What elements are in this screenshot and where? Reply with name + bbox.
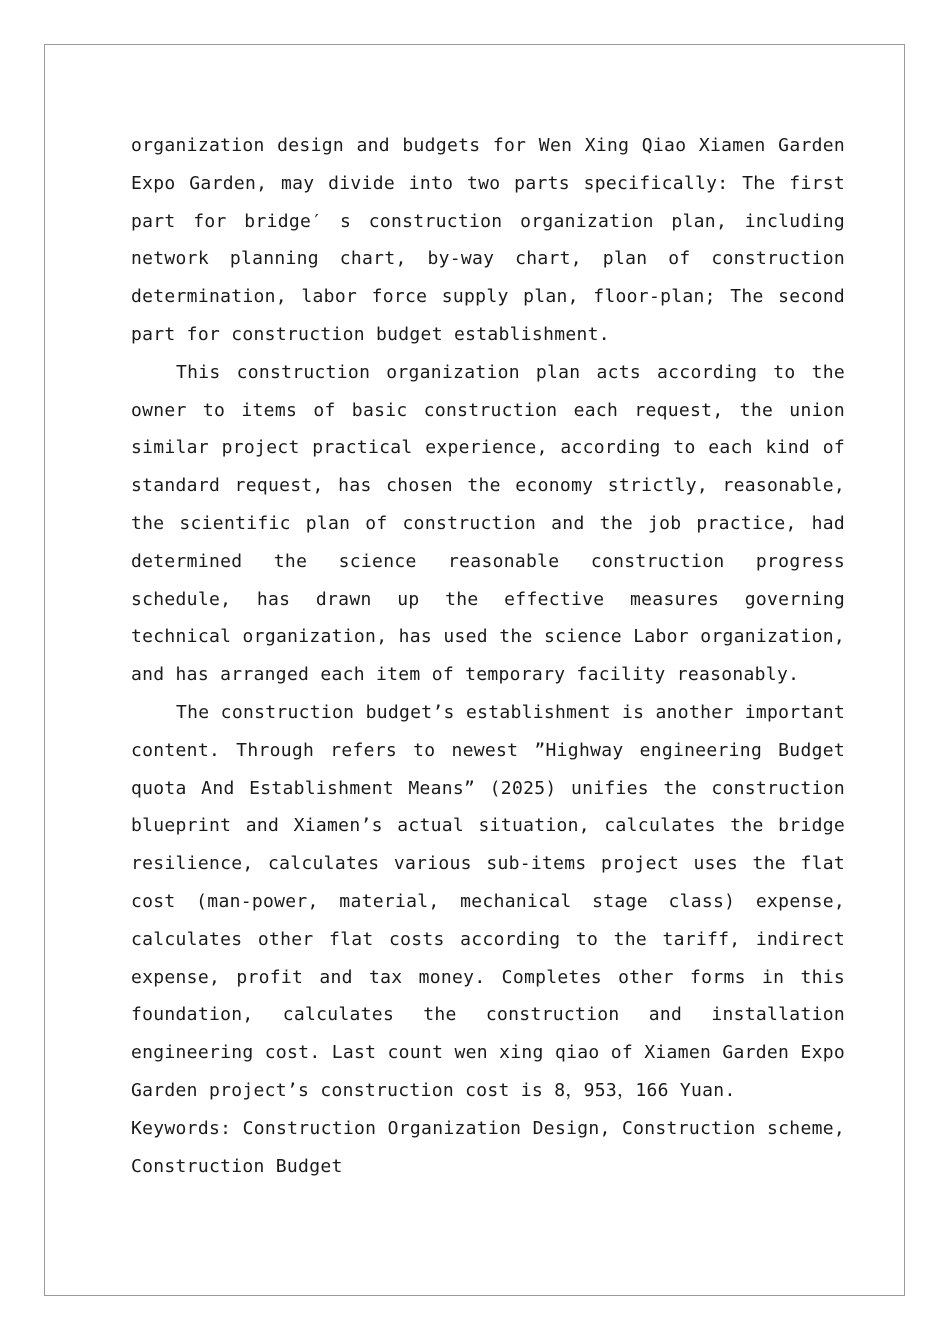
paragraph-organization-plan: This construction organization plan acts according to the owner to items of basic construction each request, the union similar project practical experience, according to each kind of standard request, has chosen the economy strictly, reasonable, the scientific plan of construction and the job practice, had determined the science reasonable construction progress schedule, has drawn up the effective measures governing technical organization, has used the science Labor organization, and has arranged each item of temporary facility reasonably.	[131, 361, 845, 686]
keywords-line: Keywords: Construction Organization Design, Construction scheme, Construction Budget	[131, 1117, 845, 1177]
paragraph-budget: The construction budget’s establishment is another important content. Through refers to newest ”Highway engineering Budget quota And Establishment Means” (2025) unifies the construction blueprint and Xiamen’s actual situation, calculates the bridge resilience, calculates various sub-items project uses the flat cost (man-power, material, mechanical stage class) expense, calculates other flat costs according to the tariff, indirect expense, profit and tax money. Completes other forms in this foundation, calculates the construction and installation engineering cost. Last count wen xing qiao of Xiamen Garden Expo Garden project’s construction cost is 8，953，166 Yuan.	[131, 701, 845, 1101]
paragraph-intro: organization design and budgets for Wen Xing Qiao Xiamen Garden Expo Garden, may divide into two parts specifically: The first part for bridge′ s construction organization plan, including network planning chart, by-way chart, plan of construction determination, labor force supply plan, floor-plan; The second part for construction budget establishment.	[131, 135, 845, 345]
abstract-body	[131, 127, 845, 1185]
